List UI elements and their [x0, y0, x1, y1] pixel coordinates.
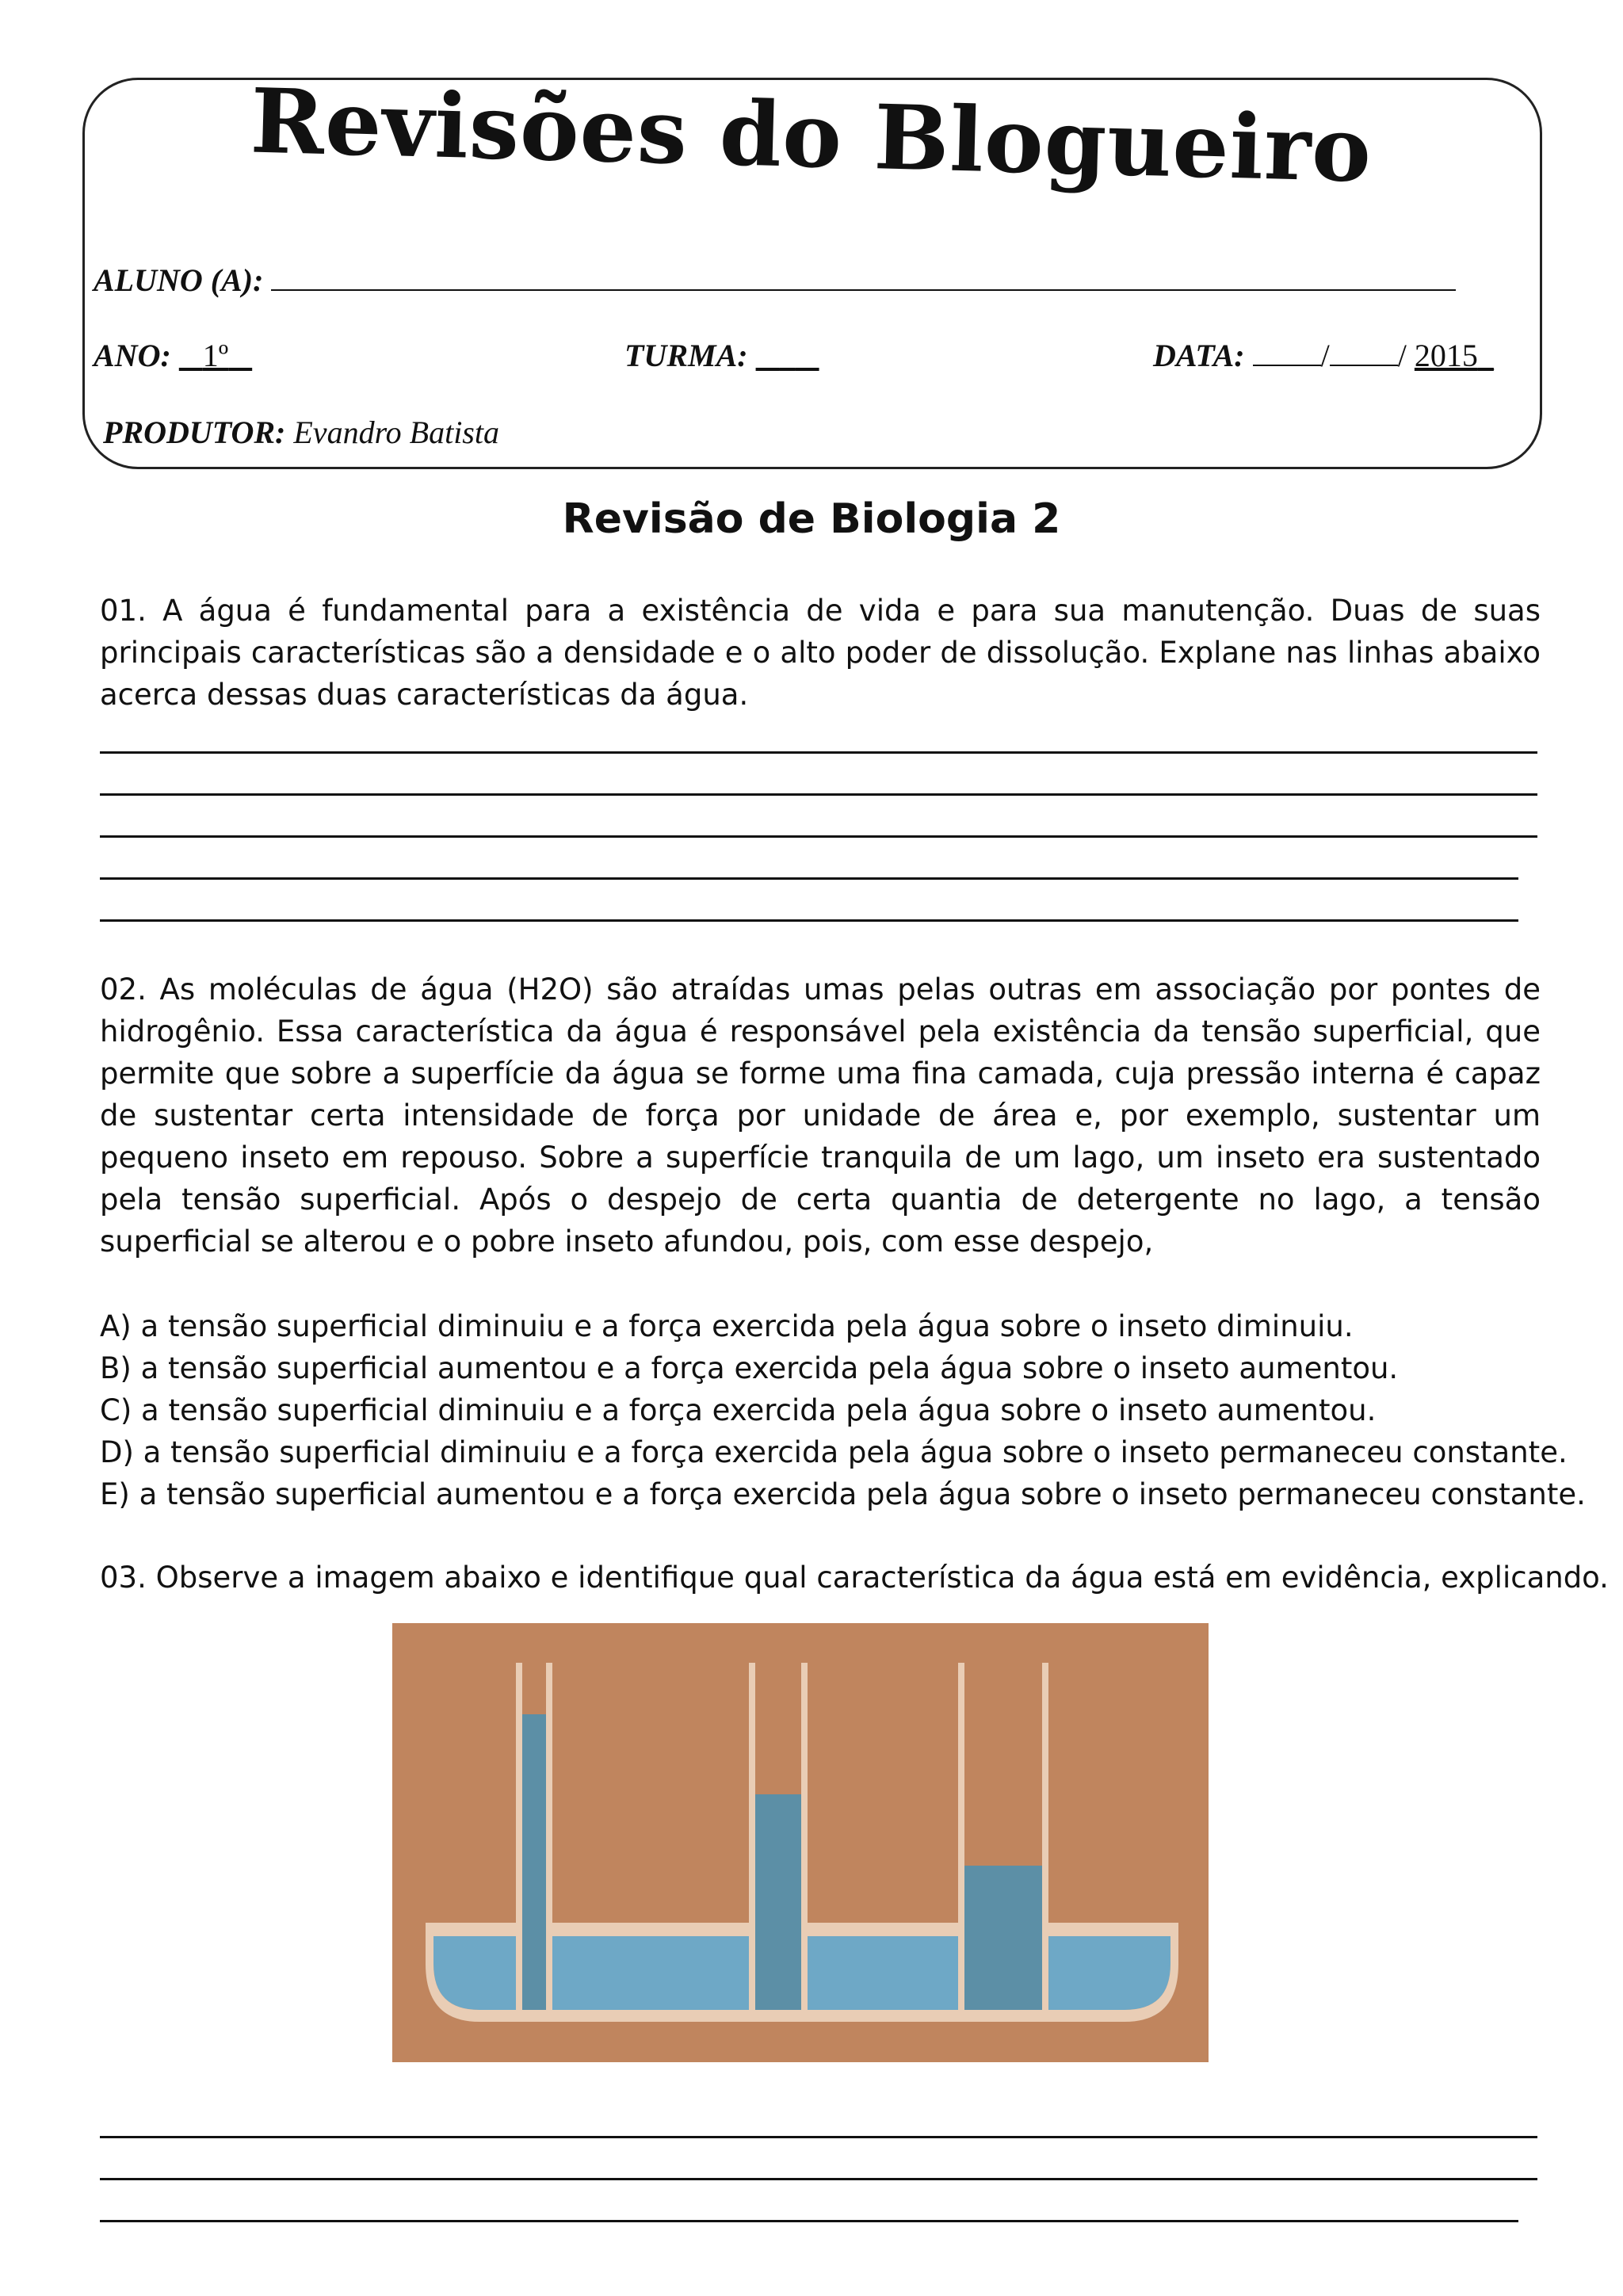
turma-label: TURMA:	[624, 338, 748, 373]
data-label: DATA:	[1153, 338, 1245, 373]
tube-3-wall-left	[958, 1663, 964, 2010]
answer-line[interactable]	[100, 877, 1518, 880]
produtor-label: PRODUTOR:	[103, 415, 286, 450]
answer-line[interactable]	[100, 919, 1518, 922]
answer-line[interactable]	[100, 2136, 1537, 2138]
data-month-blank[interactable]	[1330, 365, 1398, 366]
tube-3-water	[964, 1866, 1042, 2010]
data-field[interactable]	[1153, 337, 1494, 374]
option-a[interactable]: A) a tensão superficial diminuiu e a força exercida pela água sobre o inseto diminuiu.	[100, 1309, 1354, 1343]
tube-2-wall-left	[749, 1663, 755, 2010]
page-title	[0, 69, 1623, 203]
tube-2-wall-right	[801, 1663, 808, 2010]
tube-3-wall-right	[1042, 1663, 1048, 2010]
data-day-blank[interactable]	[1253, 365, 1321, 366]
option-c[interactable]: C) a tensão superficial diminuiu e a força exercida pela água sobre o inseto aumentou.	[100, 1393, 1377, 1427]
ano-field[interactable]	[94, 337, 252, 374]
ano-label: ANO:	[94, 338, 171, 373]
answer-line[interactable]	[100, 2178, 1537, 2180]
answer-line[interactable]	[100, 751, 1537, 754]
tube-1-wall-right	[546, 1663, 552, 2010]
capillarity-figure	[392, 1623, 1209, 2062]
answer-line[interactable]	[100, 793, 1537, 796]
tube-1-water	[522, 1714, 546, 2010]
aluno-blank[interactable]	[271, 289, 1456, 291]
title-text: Revisões do Blogueiro	[249, 69, 1374, 203]
produtor-field	[103, 414, 499, 451]
ano-value: 1º	[202, 338, 229, 373]
turma-value: _	[779, 338, 796, 373]
answer-line[interactable]	[100, 2220, 1518, 2222]
data-year: 2015_	[1414, 338, 1494, 373]
section-title: Revisão de Biologia 2	[562, 495, 1061, 543]
data-sep-1: /	[1320, 338, 1330, 373]
produtor-value: Evandro Batista	[293, 415, 499, 450]
option-b[interactable]: B) a tensão superficial aumentou e a força exercida pela água sobre o inseto aumentou.	[100, 1351, 1399, 1385]
aluno-field[interactable]	[94, 262, 1456, 299]
option-d[interactable]: D) a tensão superficial diminuiu e a força exercida pela água sobre o inseto permaneceu constante.	[100, 1435, 1568, 1469]
question-3: 03. Observe a imagem abaixo e identifique qual característica da água está em evidência, explicando.	[100, 1561, 1609, 1595]
data-sep-2: /	[1397, 338, 1407, 373]
question-1: 01. A água é fundamental para a existência de vida e para sua manutenção. Duas de suas principais características são a densidade e o alto poder de dissolução. Explane nas linhas abaixo acerca dessas duas características da água.	[100, 594, 1541, 712]
tube-1-wall-left	[516, 1663, 522, 2010]
option-e[interactable]: E) a tensão superficial aumentou e a força exercida pela água sobre o inseto permaneceu constante.	[100, 1477, 1586, 1511]
tube-2-water	[755, 1794, 801, 2010]
answer-line[interactable]	[100, 835, 1537, 838]
turma-field[interactable]	[624, 337, 819, 374]
question-2: 02. As moléculas de água (H2O) são atraídas umas pelas outras em associação por pontes de hidrogênio. Essa característica da água é responsável pela existência da tensão superficial, que permite que sobre a superfície da água se forme uma fina camada, cuja pressão interna é capaz de sustentar certa intensidade de força por unidade de área e, por exemplo, sustentar um pequeno inseto em repouso. Sobre a superfície tranquila de um lago, um inseto era sustentado pela tensão superficial. Após o despejo de certa quantia de detergente no lago, a tensão superficial se alterou e o pobre inseto afundou, pois, com esse despejo,	[100, 972, 1541, 1259]
aluno-label: ALUNO (A):	[94, 262, 264, 298]
